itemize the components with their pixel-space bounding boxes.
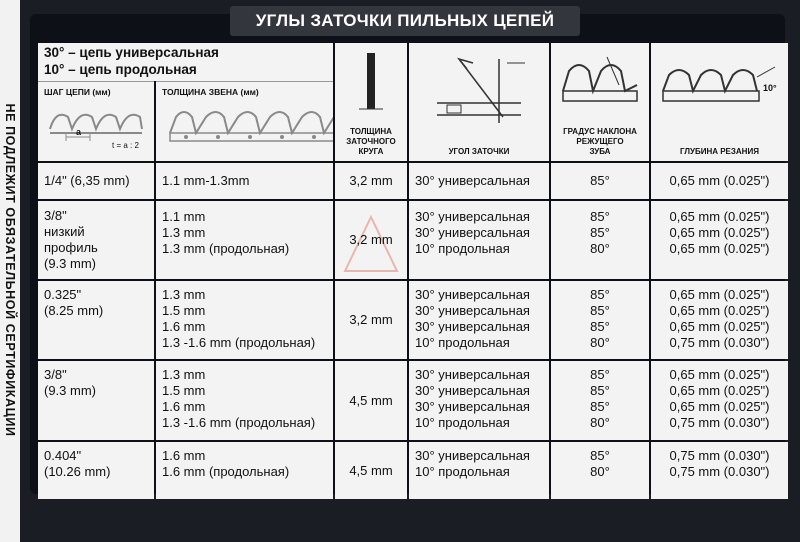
row5-angle: 30° универсальная 10° продольная — [409, 442, 549, 499]
diagram-t-label: t = a : 2 — [112, 141, 139, 150]
row1-angle: 30° универсальная — [409, 163, 549, 199]
row5-depth: 0,75 mm (0.030") 0,75 mm (0.030") — [651, 442, 788, 499]
row3-tooth: 85° 85° 85° 80° — [551, 281, 649, 359]
row2-file: 3,2 mm — [335, 201, 407, 279]
chain-gauge-diagram-icon — [166, 103, 333, 149]
header-depth-cell — [651, 43, 788, 161]
row2-tooth: 85° 85° 80° — [551, 201, 649, 279]
header-file-cell — [335, 43, 407, 161]
row4-pitch: 3/8" (9.3 mm) — [38, 361, 154, 440]
sharpening-angle-diagram-icon — [429, 53, 529, 129]
tooth-header: ГРАДУС НАКЛОНА РЕЖУЩЕГО ЗУБА — [563, 127, 637, 156]
header-legend-cell — [38, 43, 333, 161]
row3-depth: 0,65 mm (0.025") 0,65 mm (0.025") 0,65 mm (0.025") 0,75 mm (0.030") — [651, 281, 788, 359]
row2-angle: 30° универсальная 30° универсальная 10° продольная — [409, 201, 549, 279]
cutting-depth-diagram-icon — [659, 61, 779, 117]
row4-tooth: 85° 85° 85° 80° — [551, 361, 649, 440]
row3-gauge: 1.3 mm 1.5 mm 1.6 mm 1.3 -1.6 mm (продольная) — [156, 281, 333, 359]
row1-gauge: 1.1 mm-1.3mm — [156, 163, 333, 199]
row1-file: 3,2 mm — [335, 163, 407, 199]
row3-angle: 30° универсальная 30° универсальная 30° универсальная 10° продольная — [409, 281, 549, 359]
row5-tooth: 85° 80° — [551, 442, 649, 499]
row5-pitch: 0.404" (10.26 mm) — [38, 442, 154, 499]
row4-depth: 0,65 mm (0.025") 0,65 mm (0.025") 0,65 mm (0.025") 0,75 mm (0.030") — [651, 361, 788, 440]
row4-angle: 30° универсальная 30° универсальная 30° универсальная 10° продольная — [409, 361, 549, 440]
row4-file: 4,5 mm — [335, 361, 407, 440]
row1-pitch: 1/4" (6,35 mm) — [38, 163, 154, 199]
certification-note: НЕ ПОДЛЕЖИТ ОБЯЗАТЕЛЬНОЙ СЕРТИФИКАЦИИ — [3, 103, 17, 437]
gauge-header: ТОЛЩИНА ЗВЕНА (мм) — [162, 87, 259, 97]
angle-header: УГОЛ ЗАТОЧКИ — [448, 147, 510, 156]
row3-pitch: 0.325" (8.25 mm) — [38, 281, 154, 359]
row2-pitch: 3/8" низкий профиль (9.3 mm) — [38, 201, 154, 279]
pitch-header: ШАГ ЦЕПИ (мм) — [44, 87, 111, 97]
legend-ripping: 10° – цепь продольная — [44, 62, 197, 77]
header-angle-cell — [409, 43, 549, 161]
round-file-icon — [357, 51, 385, 113]
row5-file: 4,5 mm — [335, 442, 407, 499]
row1-tooth: 85° — [551, 163, 649, 199]
depth-angle-label: 10° — [763, 83, 777, 93]
row4-gauge: 1.3 mm 1.5 mm 1.6 mm 1.3 -1.6 mm (продольная) — [156, 361, 333, 440]
row5-gauge: 1.6 mm 1.6 mm (продольная) — [156, 442, 333, 499]
legend-universal: 30° – цепь универсальная — [44, 45, 219, 60]
depth-header: ГЛУБИНА РЕЗАНИЯ — [680, 147, 759, 156]
page-title: УГЛЫ ЗАТОЧКИ ПИЛЬНЫХ ЦЕПЕЙ — [230, 6, 580, 36]
row2-depth: 0,65 mm (0.025") 0,65 mm (0.025") 0,65 mm (0.025") — [651, 201, 788, 279]
row2-gauge: 1.1 mm 1.3 mm 1.3 mm (продольная) — [156, 201, 333, 279]
row3-file: 3,2 mm — [335, 281, 407, 359]
side-label-strip — [0, 0, 20, 542]
sharpening-table — [38, 43, 778, 491]
tooth-angle-diagram-icon — [559, 55, 641, 111]
diagram-a-label: a — [76, 127, 82, 137]
row1-depth: 0,65 mm (0.025") — [651, 163, 788, 199]
file-header: ТОЛЩИНА ЗАТОЧНОГО КРУГА — [346, 127, 396, 156]
header-tooth-cell — [551, 43, 649, 161]
